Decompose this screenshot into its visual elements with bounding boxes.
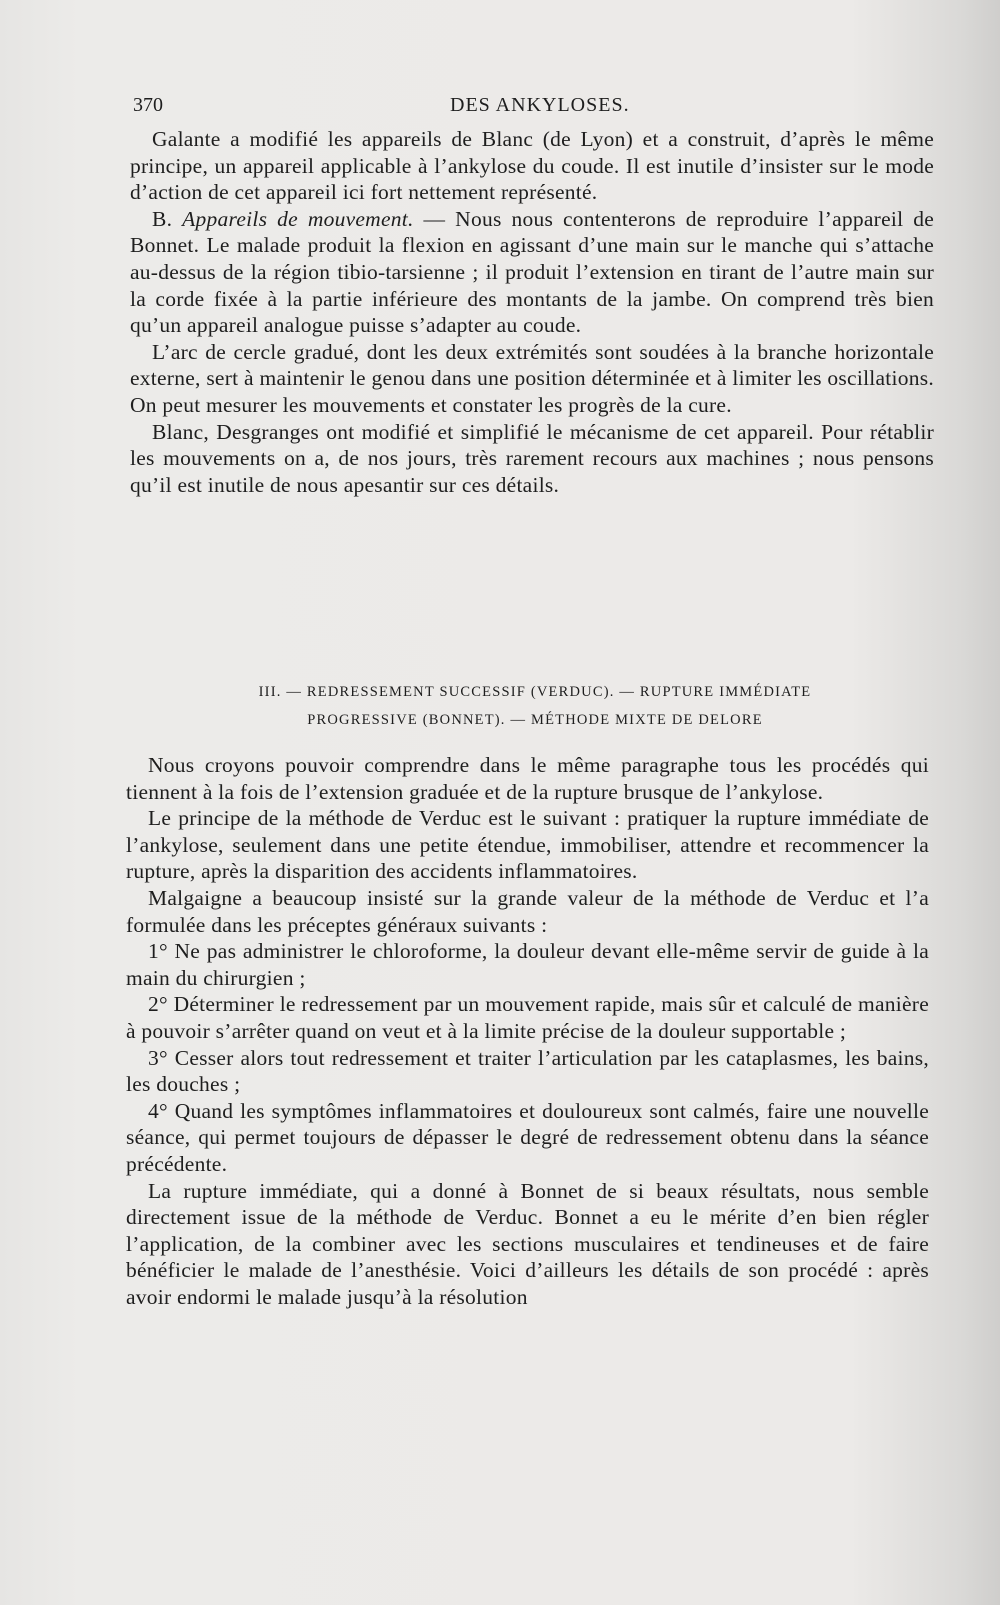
precept-item: 2° Déterminer le redressement par un mouvement rapide, mais sûr et calculé de manière à pouvoir s’arrêter quand on veut et à la limite précise de la douleur supportable ; [126, 992, 929, 1043]
section-heading-line: PROGRESSIVE (BONNET). — MÉTHODE MIXTE DE DELORE [307, 712, 763, 728]
section-heading-line: III. — REDRESSEMENT SUCCESSIF (VERDUC). — RUPTURE IMMÉDIATE [258, 684, 812, 700]
paragraph: Malgaigne a beaucoup insisté sur la grande valeur de la méthode de Verduc et l’a formulée dans les préceptes généraux suivants : [126, 885, 929, 937]
paragraph: Blanc, Desgranges ont modifié et simplifié le mécanisme de cet appareil. Pour rétablir les mouvements on a, de nos jours, très rarement recours aux machines ; nous pensons qu’il est inutile de nous apesantir sur ces détails. [130, 419, 934, 497]
paragraph: Galante a modifié les appareils de Blanc (de Lyon) et a construit, d’après le même principe, un appareil applicable à l’ankylose du coude. Il est inutile d’insister sur le mode d’action de cet appareil ici fort nettement représenté. [130, 127, 934, 205]
paragraph: Le principe de la méthode de Verduc est le suivant : pratiquer la rupture immédiate de l’ankylose, seulement dans une petite étendue, immobiliser, attendre et recommencer la rupture, après la disparition des accidents inflammatoires. [126, 806, 929, 884]
paragraph-text: — Nous nous contenterons de reproduire l’appareil de Bonnet. Le malade produit la flexion en agissant d’une main sur le manche qui s’attache au-dessus de la région tibio-tarsienne ; il produit l’extension en tirant de l’autre main sur la corde fixée à la partie inférieure des montants de la jambe. On comprend très bien qu’un appareil analogue puisse s’adapter au coude. [130, 206, 935, 338]
paragraph [130, 206, 934, 339]
precept-item: 4° Quand les symptômes inflammatoires et douloureux sont calmés, faire une nouvelle séance, qui permet toujours de dépasser le degré de redressement obtenu dans la séance précédente. [126, 1098, 929, 1176]
subsection-title: Appareils de mouvement. [182, 206, 414, 231]
section-heading [160, 678, 910, 734]
running-head [133, 94, 933, 124]
subsection-letter: B. [152, 206, 183, 231]
precept-item: 1° Ne pas administrer le chloroforme, la douleur devant elle-même servir de guide à la main du chirurgien ; [126, 939, 929, 990]
paragraph: Nous croyons pouvoir comprendre dans le même paragraphe tous les procédés qui tiennent à la fois de l’extension graduée et de la rupture brusque de l’ankylose. [126, 753, 929, 804]
page-number: 370 [133, 94, 163, 116]
running-title: DES ANKYLOSES. [450, 94, 630, 116]
paragraph: La rupture immédiate, qui a donné à Bonnet de si beaux résultats, nous semble directement issue de la méthode de Verduc. Bonnet a eu le mérite d’en bien régler l’application, de la combiner avec les sections musculaires et tendineuses et de faire bénéficier le malade de l’anesthésie. Voici d’ailleurs les détails de son procédé : après avoir endormi le malade jusqu’à la résolution [126, 1178, 929, 1309]
paragraph: L’arc de cercle gradué, dont les deux extrémités sont soudées à la branche horizontale externe, sert à maintenir le genou dans une position déterminée et à limiter les oscillations. On peut mesurer les mouvements et constater les progrès de la cure. [130, 339, 934, 417]
text-block-top [130, 126, 934, 498]
text-block-bottom [126, 752, 929, 1310]
precept-item: 3° Cesser alors tout redressement et traiter l’articulation par les cataplasmes, les bains, les douches ; [126, 1045, 929, 1097]
